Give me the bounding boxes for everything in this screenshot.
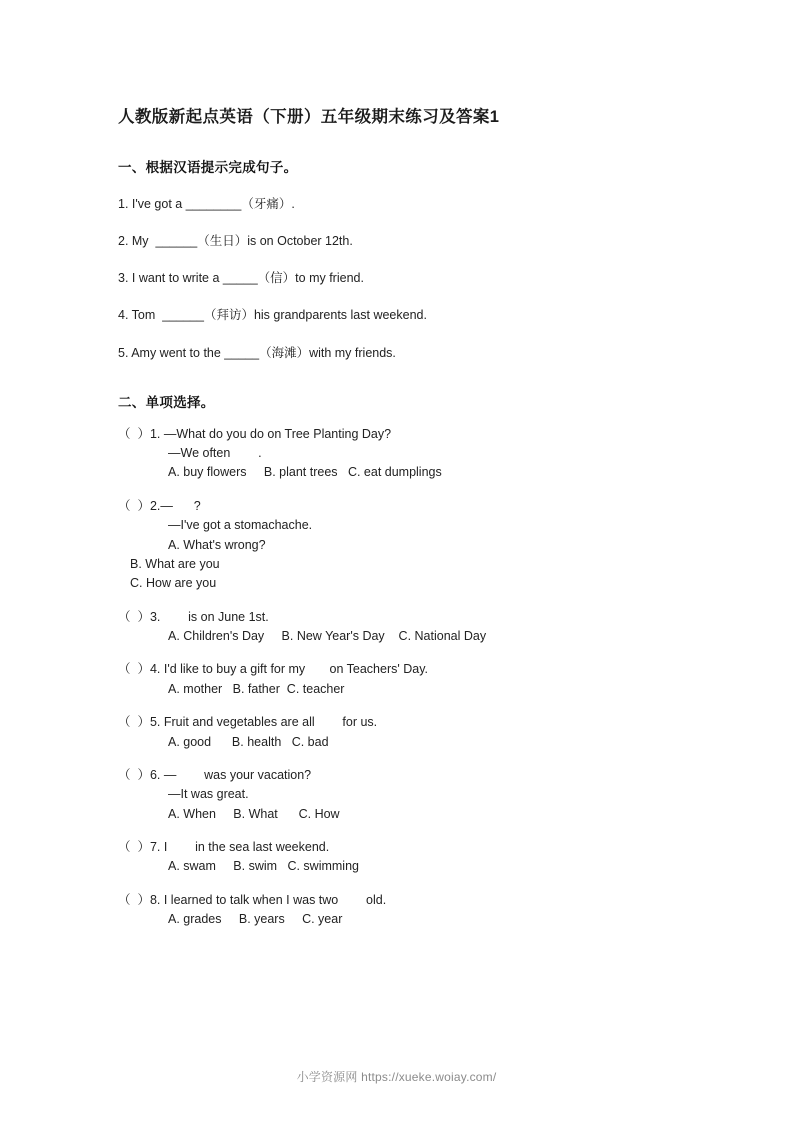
- question-options: A. swam B. swim C. swimming: [168, 859, 359, 874]
- choice-question-6: [118, 766, 675, 824]
- watermark-footer: 小学资源网 https://xueke.woiay.com/: [296, 1070, 497, 1084]
- section-heading-1: 一、根据汉语提示完成句子。: [118, 160, 298, 175]
- question-options: A. When B. What C. How: [168, 806, 340, 821]
- question-option-c: C. How are you: [130, 576, 217, 591]
- question-stem: （ ）2.— ?: [118, 498, 201, 513]
- question-stem: （ ）5. Fruit and vegetables are all for us.: [118, 715, 378, 730]
- question-option-b: B. What are you: [130, 556, 220, 571]
- question-options: A. grades B. years C. year: [168, 912, 343, 927]
- question-option-a: A. What's wrong?: [168, 537, 266, 552]
- choice-question-8: [118, 891, 675, 930]
- question-answer-line: —It was great.: [168, 787, 249, 802]
- choice-question-4: [118, 660, 675, 699]
- question-answer-line: —We often .: [168, 446, 262, 460]
- question-stem: （ ）1. —What do you do on Tree Planting Day?: [118, 426, 392, 441]
- choice-question-5: [118, 713, 675, 752]
- question-stem: （ ）4. I'd like to buy a gift for my on Teachers' Day.: [118, 662, 428, 677]
- fill-blank-item-5: 5. Amy went to the _____（海滩）with my friends.: [118, 345, 396, 360]
- choice-question-3: [118, 608, 675, 647]
- choice-question-2: [118, 497, 675, 594]
- fill-blank-item-4: 4. Tom ______（拜访）his grandparents last weekend.: [118, 308, 427, 323]
- question-options: A. mother B. father C. teacher: [168, 681, 345, 696]
- question-stem: （ ）7. I in the sea last weekend.: [118, 840, 330, 854]
- choice-question-1: [118, 425, 675, 483]
- fill-blank-item-3: 3. I want to write a _____（信）to my friend.: [118, 271, 364, 286]
- question-stem: （ ）8. I learned to talk when I was two old.: [118, 892, 387, 907]
- question-options: A. Children's Day B. New Year's Day C. National Day: [168, 629, 487, 643]
- section-heading-2: 二、单项选择。: [118, 394, 215, 410]
- question-answer-line: —I've got a stomachache.: [168, 518, 313, 533]
- page-title: 人教版新起点英语（下册）五年级期末练习及答案1: [118, 108, 500, 126]
- fill-blank-item-2: 2. My ______（生日）is on October 12th.: [118, 234, 353, 249]
- question-options: A. good B. health C. bad: [168, 734, 329, 749]
- fill-blank-item-1: 1. I've got a ________（牙痛）.: [118, 197, 295, 211]
- question-options: A. buy flowers B. plant trees C. eat dumplings: [168, 465, 442, 480]
- question-stem: （ ）3. is on June 1st.: [118, 609, 269, 624]
- question-stem: （ ）6. — was your vacation?: [118, 767, 312, 782]
- choice-question-7: [118, 838, 675, 877]
